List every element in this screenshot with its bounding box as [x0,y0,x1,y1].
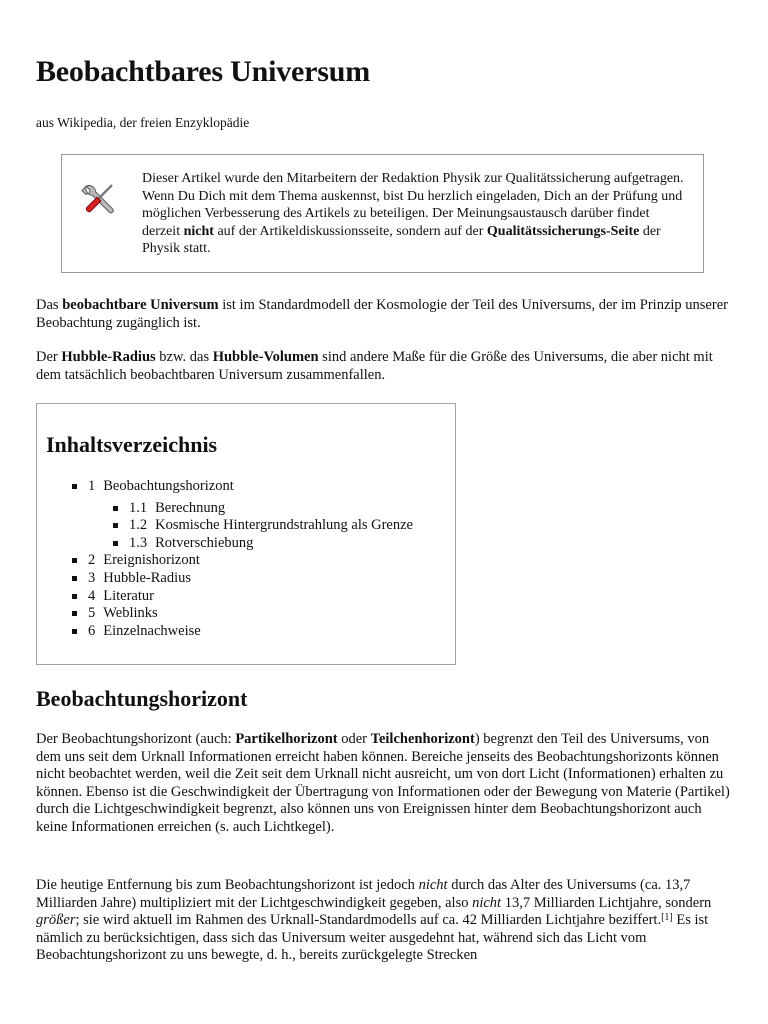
bullet-icon [113,523,118,528]
toc-item-einzelnachweise[interactable]: 6 Einzelnachweise [71,623,451,641]
bullet-icon [72,611,77,616]
notice-bold-nicht: nicht [183,223,214,239]
intro-paragraph-2: Der Hubble-Radius bzw. das Hubble-Volumen sind andere Maße für die Größe des Universums, die aber nicht mit dem tatsächlich beobachtbaren Universum zusammenfallen. [36,349,713,383]
toc-item-hubble-radius[interactable]: 3 Hubble-Radius [71,570,451,588]
bullet-icon [113,541,118,546]
toc-list [71,478,451,640]
bullet-icon [72,594,77,599]
bullet-icon [113,506,118,511]
toc-title: Inhaltsverzeichnis [46,432,218,457]
bullet-icon [72,576,77,581]
toc-sublist [88,500,451,553]
table-of-contents [36,403,456,665]
section-paragraph-2: Die heutige Entfernung bis zum Beobachtungshorizont ist jedoch nicht durch das Alter des Universums (ca. 13,7 Milliarden Jahre) multipliziert mit der Lichtgeschwindigkeit gegeben, also nicht 13,7 Milliarden Lichtjahre, sondern größer; sie wird aktuell im Rahmen des Urknall-Standardmodells auf ca. 42 Milliarden Lichtjahre beziffert.[1] Es ist nämlich zu berücksichtigen, dass sich das Universum weiter ausgedehnt hat, während sich das Licht vom Beobachtungshorizont zu uns bewegte, d. h., bereits zurückgelegte Strecken [36,877,712,964]
section-heading-beobachtungshorizont: Beobachtungshorizont [36,686,248,711]
bullet-icon [72,484,77,489]
notice-text: Dieser Artikel wurde den Mitarbeitern der Redaktion Physik zur Qualitätssicherung aufgetragen. Wenn Du Dich mit dem Thema auskennst, bist Du herzlich eingeladen, Dich an der Prüfung und möglichen Verbesserung des Artikels zu beteiligen. Der Meinungsaustausch darüber findet derzeit nicht auf der Artikeldiskussionsseite, sondern auf der Qualitätssicherungs-Seite der Physik statt. [142,171,684,257]
toc-item-hintergrundstrahlung[interactable]: 1.2 Kosmische Hintergrundstrahlung als Grenze [88,517,451,535]
quality-notice-box [61,154,704,273]
toc-item-weblinks[interactable]: 5 Weblinks [71,605,451,623]
toc-item-literatur[interactable]: 4 Literatur [71,588,451,606]
toc-item-rotverschiebung[interactable]: 1.3 Rotverschiebung [88,535,451,553]
bullet-icon [72,629,77,634]
toc-item-berechnung[interactable]: 1.1 Berechnung [88,500,451,518]
section-paragraph-1: Der Beobachtungshorizont (auch: Partikelhorizont oder Teilchenhorizont) begrenzt den Teil des Universums, von dem uns seit dem Urknall Informationen erreicht haben können. Bereiche jenseits des Beobachtungshorizonts können nicht beobachtet werden, weil die Zeit seit dem Urknall nicht ausreicht, um von dort Licht (Informationen) erhalten zu können. Ebenso ist die Geschwindigkeit der Übertragung von Informationen oder der Bewegung von Materie (Partikel) durch die Lichtgeschwindigkeit begrenzt, also können uns von Ereignissen hinter dem Beobachtungshorizont auch keine Informationen erreichen (s. auch Lichtkegel). [36,731,730,835]
toc-item-beobachtungshorizont[interactable]: 1 Beobachtungshorizont 1.1 Berechnung 1.2 Kosmische Hintergrundstrahlung als Grenze 1.3 Rotverschiebung [71,478,451,552]
toc-item-ereignishorizont[interactable]: 2 Ereignishorizont [71,552,451,570]
qs-page-link[interactable]: Qualitätssicherungs-Seite [486,223,640,239]
page-title: Beobachtbares Universum [36,55,371,88]
page-subtitle: aus Wikipedia, der freien Enzyklopädie [36,115,250,130]
bullet-icon [72,558,77,563]
intro-paragraph-1: Das beobachtbare Universum ist im Standardmodell der Kosmologie der Teil des Universums, der im Prinzip unserer Beobachtung zugänglich ist. [36,297,728,331]
reference-link-1[interactable]: [1] [661,912,673,924]
